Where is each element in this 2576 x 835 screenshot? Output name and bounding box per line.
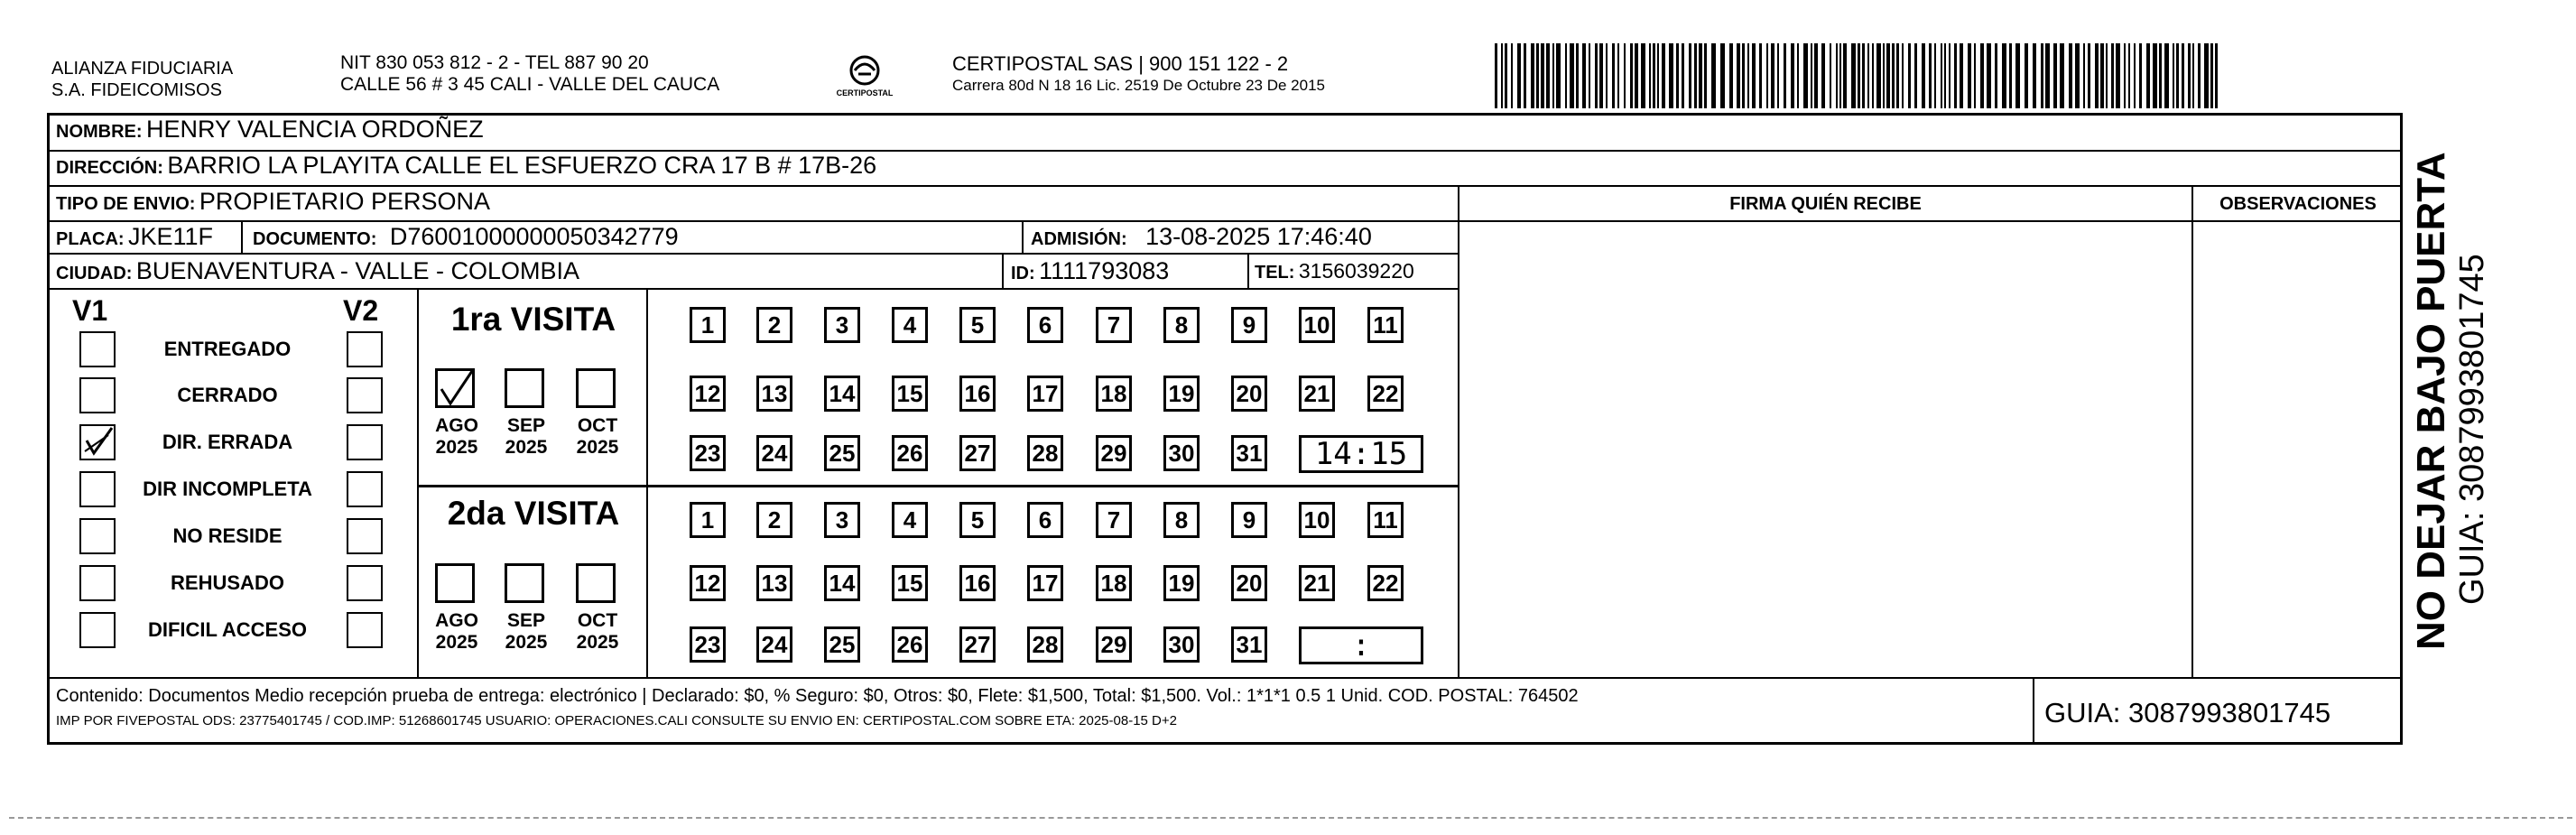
visit1-month-label: AGO 2025 — [435, 415, 478, 458]
barcode-bar — [1531, 43, 1534, 108]
barcode-bar — [2045, 43, 2050, 108]
barcode-bar — [2188, 43, 2191, 108]
nombre-row — [56, 116, 484, 144]
visit1-day-box[interactable]: 24 — [756, 435, 792, 471]
barcode-bar — [1505, 43, 1507, 108]
visit2-day-box[interactable]: 18 — [1096, 565, 1132, 601]
status-label: ENTREGADO — [163, 338, 292, 360]
visit1-day-box[interactable]: 17 — [1027, 376, 1063, 412]
barcode-bar — [1821, 43, 1825, 108]
visit2-day-box[interactable]: 15 — [892, 565, 928, 601]
barcode-bar — [1929, 43, 1932, 108]
barcode-bar — [1589, 43, 1590, 108]
barcode-bar — [1630, 43, 1633, 108]
ciudad-label: CIUDAD: — [56, 264, 133, 283]
v2-checkbox[interactable] — [347, 424, 383, 460]
visit2-month-label: SEP 2025 — [505, 610, 548, 653]
courier-info — [952, 52, 1325, 96]
visit1-day-box[interactable]: 31 — [1231, 435, 1267, 471]
barcode-bar — [1720, 43, 1725, 108]
visit1-day-box[interactable]: 4 — [892, 307, 928, 343]
barcode-bar — [1858, 43, 1860, 108]
side-text — [2410, 108, 2491, 650]
address-line: CALLE 56 # 3 45 CALI - VALLE DEL CAUCA — [340, 74, 720, 95]
tipo-row — [56, 188, 490, 216]
visit2-day-box[interactable]: 25 — [824, 626, 860, 663]
visit1-day-box[interactable]: 28 — [1027, 435, 1063, 471]
barcode-bar — [2173, 43, 2174, 108]
barcode-bar — [1576, 43, 1579, 108]
visit1-month-label: OCT 2025 — [576, 415, 619, 458]
barcode-bar — [1747, 43, 1749, 108]
visit2-day-box[interactable]: 19 — [1163, 565, 1200, 601]
barcode-bar — [1541, 43, 1544, 108]
v1-checkbox[interactable] — [79, 377, 116, 413]
visit1-day-box[interactable]: 11 — [1367, 307, 1404, 343]
admision-label: ADMISIÓN: — [1031, 229, 1127, 249]
barcode-bar — [2041, 43, 2043, 108]
barcode-bar — [1896, 43, 1899, 108]
no-dejar-label: NO DEJAR BAJO PUERTA — [2409, 152, 2453, 650]
visit2-month-checkbox-oct[interactable] — [576, 563, 616, 603]
barcode-bar — [1582, 43, 1586, 108]
barcode-bar — [1511, 43, 1513, 108]
barcode-bar — [1922, 43, 1925, 108]
status-label: DIR INCOMPLETA — [143, 478, 312, 500]
barcode-bar — [2116, 43, 2120, 108]
barcode-bar — [1737, 43, 1740, 108]
barcode-bar — [2139, 43, 2142, 108]
barcode-bar — [2153, 43, 2157, 108]
observaciones-header: OBSERVACIONES — [2219, 194, 2377, 214]
visit1-day-box[interactable]: 22 — [1367, 376, 1404, 412]
id-label: ID: — [1011, 264, 1035, 283]
barcode-bar — [1556, 43, 1561, 108]
barcode-bar — [1803, 43, 1808, 108]
barcode-bar — [1960, 43, 1963, 108]
barcode-bar — [1892, 43, 1895, 108]
firma-header: FIRMA QUIÉN RECIBE — [1729, 194, 1922, 214]
barcode-bar — [1617, 43, 1619, 108]
visit2-day-box[interactable]: 11 — [1367, 502, 1404, 538]
barcode-bar — [1641, 43, 1645, 108]
id-value: 1111793083 — [1039, 257, 1170, 284]
visit2-day-box[interactable]: 22 — [1367, 565, 1404, 601]
barcode-bar — [1974, 43, 1976, 108]
barcode-bar — [1883, 43, 1885, 108]
courier-license: Carrera 80d N 18 16 Lic. 2519 De Octubre 23 De 2015 — [952, 77, 1325, 94]
imp-text: IMP POR FIVEPOSTAL ODS: 23775401745 / COD.IMP: 51268601745 USUARIO: OPERACIONES.CALI CONSULTE SU ENVIO EN: CERTIPOSTAL.COM SOBRE ETA: 2025-08-15 D+2 — [56, 713, 1177, 728]
barcode-bar — [1941, 43, 1942, 108]
side-guia: GUIA: 3087993801745 — [2453, 254, 2491, 605]
observaciones-area[interactable] — [2199, 227, 2397, 672]
visit2-month-label: AGO 2025 — [435, 610, 478, 653]
visit2-day-box[interactable]: 12 — [690, 565, 726, 601]
visit2-day-box[interactable]: 4 — [892, 502, 928, 538]
tel-value: 3156039220 — [1298, 259, 1414, 283]
visit1-day-box[interactable]: 25 — [824, 435, 860, 471]
visit2-day-box[interactable]: 5 — [959, 502, 996, 538]
visit1-day-box[interactable]: 14 — [824, 376, 860, 412]
ciudad-value: BUENAVENTURA - VALLE - COLOMBIA — [135, 257, 580, 284]
barcode-bar — [2009, 43, 2012, 108]
visit2-month-checkbox-ago[interactable] — [435, 563, 475, 603]
barcode-bar — [2192, 43, 2194, 108]
visit1-day-box[interactable]: 3 — [824, 307, 860, 343]
tipo-value: PROPIETARIO PERSONA — [199, 188, 490, 215]
v1-checkbox[interactable] — [79, 518, 116, 554]
check-icon — [438, 371, 474, 407]
visit1-day-box[interactable]: 29 — [1096, 435, 1132, 471]
visit1-title: 1ra VISITA — [450, 301, 616, 338]
signature-area[interactable] — [1467, 227, 2185, 672]
direccion-value: BARRIO LA PLAYITA CALLE EL ESFUERZO CRA 17 B # 17B-26 — [167, 152, 877, 179]
tipo-label: TIPO DE ENVIO: — [56, 194, 196, 214]
barcode-bar — [1839, 43, 1841, 108]
barcode-bar — [1524, 43, 1526, 108]
visit1-day-box[interactable]: 2 — [756, 307, 792, 343]
ciudad-field — [56, 257, 579, 285]
status-label: NO RESIDE — [172, 524, 283, 547]
logo-text: CERTIPOSTAL — [836, 88, 894, 97]
visit1-day-box[interactable]: 7 — [1096, 307, 1132, 343]
barcode-bar — [1830, 43, 1831, 108]
barcode-bar — [1624, 43, 1626, 108]
barcode-bar — [1934, 43, 1936, 108]
barcode-bar — [2215, 43, 2218, 108]
barcode-bar — [1968, 43, 1971, 108]
barcode-bar — [1699, 43, 1702, 108]
admision-field — [1031, 223, 1372, 251]
barcode-bar — [1843, 43, 1847, 108]
status-label: CERRADO — [177, 384, 278, 406]
barcode-bar — [2159, 43, 2162, 108]
barcode-bar — [2146, 43, 2150, 108]
status-label: REHUSADO — [171, 571, 284, 594]
barcode-bar — [1851, 43, 1856, 108]
visit2-day-box[interactable]: 10 — [1299, 502, 1335, 538]
barcode-bar — [1752, 43, 1756, 108]
barcode-bar — [1811, 43, 1812, 108]
barcode-bar — [2210, 43, 2213, 108]
barcode-bar — [1954, 43, 1957, 108]
v2-header: V2 — [343, 294, 379, 327]
visit2-day-box[interactable]: 13 — [756, 565, 792, 601]
barcode-bar — [1742, 43, 1745, 108]
barcode-bar — [1784, 43, 1786, 108]
barcode — [1495, 43, 2222, 108]
visit1-day-box[interactable]: 5 — [959, 307, 996, 343]
barcode-bar — [1944, 43, 1946, 108]
company-line1: ALIANZA FIDUCIARIA — [51, 59, 234, 79]
status-label: DIFICIL ACCESO — [147, 618, 307, 641]
barcode-bar — [2111, 43, 2114, 108]
barcode-bar — [1797, 43, 1799, 108]
barcode-bar — [1653, 43, 1655, 108]
barcode-bar — [1729, 43, 1733, 108]
barcode-bar — [1501, 43, 1503, 108]
cut-line — [9, 817, 2572, 819]
visit2-day-box[interactable]: 3 — [824, 502, 860, 538]
barcode-bar — [1565, 43, 1567, 108]
barcode-bar — [2128, 43, 2130, 108]
visit2-day-box[interactable]: 1 — [690, 502, 726, 538]
check-icon — [81, 426, 114, 459]
admision-value: 13-08-2025 17:46:40 — [1145, 223, 1372, 250]
v2-checkbox[interactable] — [347, 565, 383, 601]
barcode-bar — [1814, 43, 1818, 108]
visit2-day-box[interactable]: 23 — [690, 626, 726, 663]
barcode-bar — [1635, 43, 1638, 108]
id-field — [1011, 257, 1169, 285]
barcode-bar — [2176, 43, 2179, 108]
visit2-day-box[interactable]: 30 — [1163, 626, 1200, 663]
barcode-bar — [2106, 43, 2108, 108]
v1-checkbox[interactable] — [79, 565, 116, 601]
visit1-day-box[interactable]: 1 — [690, 307, 726, 343]
visit1-day-box[interactable]: 8 — [1163, 307, 1200, 343]
barcode-bar — [1914, 43, 1917, 108]
documento-field — [253, 223, 679, 251]
barcode-bar — [1980, 43, 1984, 108]
visit1-day-box[interactable]: 6 — [1027, 307, 1063, 343]
placa-value: JKE11F — [128, 223, 214, 250]
visit1-day-box[interactable]: 27 — [959, 435, 996, 471]
v2-checkbox[interactable] — [347, 471, 383, 507]
barcode-bar — [1517, 43, 1521, 108]
visit1-day-box[interactable]: 20 — [1231, 376, 1267, 412]
barcode-bar — [2164, 43, 2169, 108]
documento-value: D76001000000050342779 — [389, 223, 679, 250]
barcode-bar — [1606, 43, 1608, 108]
barcode-bar — [1902, 43, 1904, 108]
barcode-bar — [1908, 43, 1911, 108]
barcode-bar — [1862, 43, 1865, 108]
barcode-bar — [1662, 43, 1665, 108]
barcode-bar — [1876, 43, 1881, 108]
v1-checkbox[interactable] — [79, 331, 116, 367]
visit1-day-box[interactable]: 10 — [1299, 307, 1335, 343]
visit2-day-box[interactable]: 17 — [1027, 565, 1063, 601]
nombre-value: HENRY VALENCIA ORDOÑEZ — [146, 116, 484, 143]
certipostal-logo — [835, 51, 894, 105]
barcode-bar — [2069, 43, 2072, 108]
barcode-bar — [1867, 43, 1869, 108]
visit2-day-box[interactable]: 6 — [1027, 502, 1063, 538]
barcode-bar — [1552, 43, 1554, 108]
barcode-bar — [1777, 43, 1779, 108]
barcode-bar — [1987, 43, 1991, 108]
barcode-bar — [1536, 43, 1539, 108]
visit1-day-box[interactable]: 13 — [756, 376, 792, 412]
nombre-label: NOMBRE: — [56, 122, 143, 142]
barcode-bar — [1669, 43, 1673, 108]
visit2-month-label: OCT 2025 — [576, 610, 619, 653]
guia-footer: GUIA: 3087993801745 — [2044, 697, 2331, 728]
visit1-day-box[interactable]: 12 — [690, 376, 726, 412]
barcode-bar — [1676, 43, 1679, 108]
v1-checkbox[interactable] — [79, 471, 116, 507]
visit2-day-box[interactable]: 9 — [1231, 502, 1267, 538]
visit2-month-checkbox-sep[interactable] — [505, 563, 544, 603]
barcode-bar — [1791, 43, 1794, 108]
barcode-bar — [2002, 43, 2006, 108]
visit1-time-box[interactable]: 14:15 — [1299, 435, 1423, 473]
v1-checkbox[interactable] — [79, 612, 116, 648]
documento-label: DOCUMENTO: — [253, 229, 377, 249]
barcode-bar — [1704, 43, 1707, 108]
visit1-day-box[interactable]: 19 — [1163, 376, 1200, 412]
visit1-month-checkbox-ago[interactable] — [435, 368, 475, 408]
barcode-bar — [1599, 43, 1603, 108]
barcode-bar — [1766, 43, 1768, 108]
visit1-day-box[interactable]: 16 — [959, 376, 996, 412]
company-line2: S.A. FIDEICOMISOS — [51, 80, 222, 100]
visit2-day-box[interactable]: 16 — [959, 565, 996, 601]
barcode-bar — [1995, 43, 1997, 108]
visit2-day-box[interactable]: 26 — [892, 626, 928, 663]
barcode-bar — [1694, 43, 1697, 108]
barcode-bar — [1657, 43, 1659, 108]
barcode-bar — [1759, 43, 1762, 108]
visit2-day-box[interactable]: 24 — [756, 626, 792, 663]
visit1-month-checkbox-oct[interactable] — [576, 368, 616, 408]
barcode-bar — [2033, 43, 2036, 108]
visit1-day-box[interactable]: 26 — [892, 435, 928, 471]
barcode-bar — [2088, 43, 2090, 108]
barcode-bar — [1570, 43, 1574, 108]
visit1-day-box[interactable]: 15 — [892, 376, 928, 412]
barcode-bar — [1595, 43, 1598, 108]
tel-field — [1255, 259, 1414, 283]
visit1-day-box[interactable]: 18 — [1096, 376, 1132, 412]
v2-checkbox[interactable] — [347, 331, 383, 367]
barcode-bar — [2204, 43, 2209, 108]
placa-label: PLACA: — [56, 229, 125, 249]
direccion-row — [56, 152, 876, 180]
barcode-bar — [2015, 43, 2020, 108]
barcode-bar — [2124, 43, 2126, 108]
placa-field — [56, 223, 213, 251]
barcode-bar — [1949, 43, 1951, 108]
barcode-bar — [1689, 43, 1691, 108]
v2-checkbox[interactable] — [347, 612, 383, 648]
barcode-bar — [2053, 43, 2057, 108]
barcode-bar — [2182, 43, 2184, 108]
barcode-bar — [2025, 43, 2028, 108]
company-name — [51, 58, 233, 101]
barcode-bar — [1836, 43, 1838, 108]
visit2-day-box[interactable]: 28 — [1027, 626, 1063, 663]
visit2-day-box[interactable]: 7 — [1096, 502, 1132, 538]
barcode-bar — [1771, 43, 1774, 108]
visit2-time-box[interactable]: : — [1299, 626, 1423, 664]
visit1-month-checkbox-sep[interactable] — [505, 368, 544, 408]
v1-header: V1 — [72, 294, 108, 327]
contenido-text: Contenido: Documentos Medio recepción prueba de entrega: electrónico | Declarado: $0, % Seguro: $0, Otros: $0, Flete: $1,500, Total: $1,500. Vol.: 1*1*1 0.5 1 Unid. COD. POSTAL: 764502 — [56, 686, 1579, 706]
v2-checkbox[interactable] — [347, 518, 383, 554]
visit1-day-box[interactable]: 21 — [1299, 376, 1335, 412]
visit2-day-box[interactable]: 2 — [756, 502, 792, 538]
company-address — [340, 52, 719, 96]
visit1-month-label: SEP 2025 — [505, 415, 548, 458]
v1-checkbox[interactable] — [79, 424, 116, 460]
visit1-day-box[interactable]: 9 — [1231, 307, 1267, 343]
barcode-bar — [1711, 43, 1716, 108]
visit2-day-box[interactable]: 8 — [1163, 502, 1200, 538]
barcode-bar — [2198, 43, 2201, 108]
v2-checkbox[interactable] — [347, 377, 383, 413]
barcode-bar — [1872, 43, 1874, 108]
tel-label: TEL: — [1255, 263, 1295, 283]
barcode-bar — [2083, 43, 2085, 108]
barcode-bar — [2075, 43, 2080, 108]
direccion-label: DIRECCIÓN: — [56, 158, 163, 178]
visit1-day-box[interactable]: 23 — [690, 435, 726, 471]
barcode-bar — [2095, 43, 2099, 108]
nit-line: NIT 830 053 812 - 2 - TEL 887 90 20 — [340, 52, 649, 73]
barcode-bar — [1649, 43, 1651, 108]
barcode-bar — [1612, 43, 1615, 108]
barcode-bar — [1546, 43, 1550, 108]
visit2-day-box[interactable]: 20 — [1231, 565, 1267, 601]
visit1-day-box[interactable]: 30 — [1163, 435, 1200, 471]
barcode-bar — [1495, 43, 1497, 108]
visit2-day-box[interactable]: 21 — [1299, 565, 1335, 601]
barcode-bar — [2134, 43, 2136, 108]
visit2-title: 2da VISITA — [447, 495, 620, 532]
courier-name: CERTIPOSTAL SAS | 900 151 122 - 2 — [952, 52, 1289, 75]
barcode-bar — [2060, 43, 2064, 108]
status-label: DIR. ERRADA — [162, 431, 293, 453]
barcode-bar — [1886, 43, 1890, 108]
visit2-day-box[interactable]: 29 — [1096, 626, 1132, 663]
visit2-day-box[interactable]: 31 — [1231, 626, 1267, 663]
visit2-day-box[interactable]: 27 — [959, 626, 996, 663]
visit2-day-box[interactable]: 14 — [824, 565, 860, 601]
barcode-bar — [2100, 43, 2104, 108]
barcode-bar — [1682, 43, 1684, 108]
